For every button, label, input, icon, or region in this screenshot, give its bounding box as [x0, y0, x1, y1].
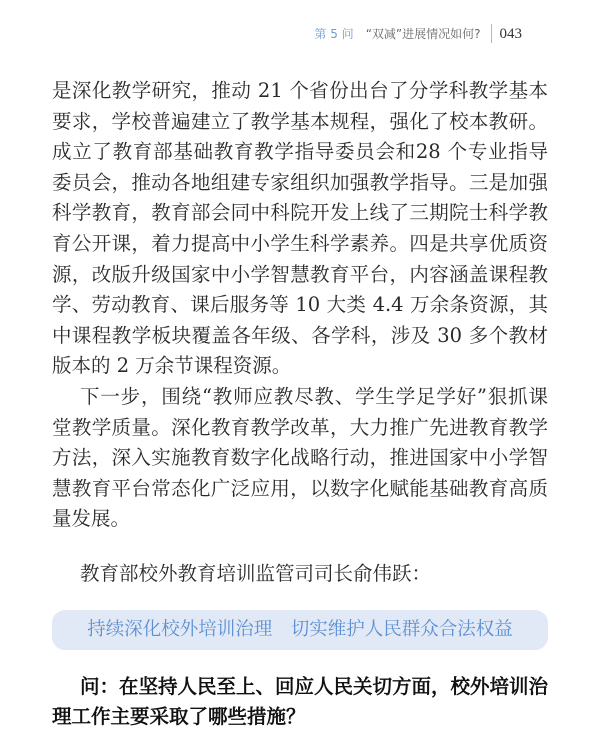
text-line: 高质量发展。	[52, 476, 548, 531]
speaker-line: 教育部校外教育培训监管司司长俞伟跃：	[80, 561, 432, 585]
question-line: 了哪些措施？	[188, 705, 306, 729]
question-line: 问：在坚持人民至上、回应人民关切方面，校外培训治理工作主要采取	[52, 674, 549, 729]
page-number: 043	[499, 25, 522, 42]
paragraph-2	[52, 382, 548, 535]
running-header	[314, 24, 522, 43]
text-line: 是深化教学研究，推动 21 个省份出台了分学科教学基本要求，学校普遍建立	[52, 79, 548, 133]
chapter-title: “双减”进展情况如何?	[365, 26, 481, 41]
text-line: 盖课程教学、劳动教育、课后服务等 10 大类 4.4 万余条资源，其中课程教学板	[52, 262, 548, 347]
text-line: 育，教育部会同中科院开发上线了三期院士科学教育公开课，着力提高中小学	[52, 201, 548, 255]
chapter-label: 第 5 问	[314, 26, 354, 41]
section-heading: 持续深化校外培训治理 切实维护人民群众合法权益	[87, 618, 513, 640]
text-line: 下一步，围绕“教师应教尽教、学生学足学好”狠抓课堂教学质量。深	[52, 384, 548, 439]
text-line: 动，推进国家中小学智慧教育平台常态化广泛应用，以数字化赋能基础教育	[52, 446, 548, 500]
text-line: 28 个专业指导委员会，推动各地组建专家组织加强教学指导。三是加强科学教	[52, 140, 548, 225]
text-line: 生科学素养。四是共享优质资源，改版升级国家中小学智慧教育平台，内容涵	[52, 231, 548, 286]
section-banner	[52, 610, 548, 650]
question	[52, 672, 548, 733]
page-body	[52, 76, 548, 733]
header-divider	[491, 24, 492, 43]
text-line: 了教学基本规程，强化了校本教研。成立了教育部基础教育教学指导委员会和	[52, 109, 548, 164]
text-line: 块覆盖各年级、各学科，涉及 30 多个教材版本的 2 万余节课程资源。	[52, 323, 548, 378]
text-line: 化教育教学改革，大力推广先进教育教学方法，深入实施教育数字化战略行	[52, 415, 548, 470]
paragraph-1	[52, 76, 548, 382]
